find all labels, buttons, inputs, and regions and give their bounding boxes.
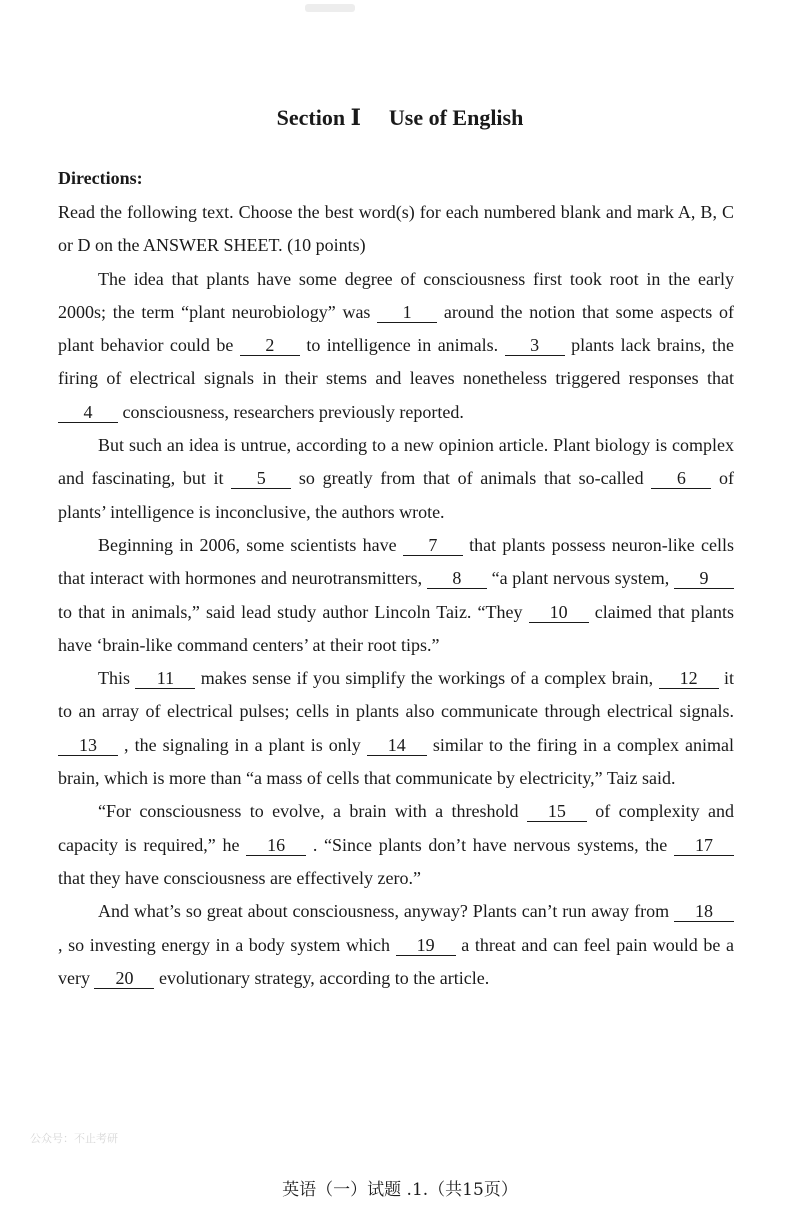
blank-13[interactable]: 13	[58, 735, 118, 756]
page-footer: 英语（一）试题 .1.（共15页）	[282, 1180, 518, 1200]
blank-9[interactable]: 9	[674, 568, 734, 589]
blank-4[interactable]: 4	[58, 402, 118, 423]
blank-15[interactable]: 15	[527, 801, 587, 822]
blank-5[interactable]: 5	[231, 468, 291, 489]
blank-6[interactable]: 6	[651, 468, 711, 489]
section-name: Use of English	[388, 105, 524, 130]
blank-7[interactable]: 7	[403, 535, 463, 556]
blank-12[interactable]: 12	[659, 668, 719, 689]
blank-11[interactable]: 11	[135, 668, 195, 689]
passage-body	[58, 196, 734, 995]
paragraph-5: “For consciousness to evolve, a brain with a threshold 15 of complexity and capacity is required,” he 16 . “Since plants don’t have nervous systems, the 17 that they have consciousness are effectively zero.”	[58, 801, 734, 888]
paragraph-2: But such an idea is untrue, according to a new opinion article. Plant biology is complex and fascinating, but it 5 so greatly from that of animals that so-called 6 of plants’ intelligence is inconclusive, the authors wrote.	[58, 435, 734, 522]
paragraph-1: The idea that plants have some degree of consciousness first took root in the early 2000s; the term “plant neurobiology” was 1 around the notion that some aspects of plant behavior could be 2 to intelligence in animals. 3 plants lack brains, the firing of electrical signals in their stems and leaves nonetheless triggered responses that 4 consciousness, researchers previously reported.	[58, 268, 735, 422]
blank-2[interactable]: 2	[240, 335, 300, 356]
watermark: 公众号：不止考研	[30, 1132, 118, 1145]
blank-16[interactable]: 16	[246, 835, 306, 856]
blank-20[interactable]: 20	[94, 968, 154, 989]
blank-10[interactable]: 10	[529, 602, 589, 623]
blank-1[interactable]: 1	[377, 302, 437, 323]
scan-mark	[305, 4, 355, 12]
blank-18[interactable]: 18	[674, 901, 734, 922]
section-number: Section Ⅰ	[276, 105, 361, 130]
paragraph-3: Beginning in 2006, some scientists have 7 that plants possess neuron-like cells that interact with hormones and neurotransmitters, 8 “a plant nervous system, 9 to that in animals,” said lead study author Lincoln Taiz. “They 10 claimed that plants have ‘brain-like command centers’ at their root tips.”	[58, 534, 734, 655]
paragraph-4: This 11 makes sense if you simplify the workings of a complex brain, 12 it to an array of electrical pulses; cells in plants also communicate through electrical signals. 13 , the signaling in a plant is only 14 similar to the firing in a complex animal brain, which is more than “a mass of cells that communicate by electricity,” Taiz said.	[58, 668, 734, 789]
blank-19[interactable]: 19	[396, 935, 456, 956]
section-title	[0, 105, 800, 131]
blank-8[interactable]: 8	[427, 568, 487, 589]
blank-17[interactable]: 17	[674, 835, 734, 856]
paragraph-6: And what’s so great about consciousness, anyway? Plants can’t run away from 18 , so investing energy in a body system which 19 a threat and can feel pain would be a very 20 evolutionary strategy, according to the article.	[58, 901, 734, 988]
blank-14[interactable]: 14	[367, 735, 427, 756]
directions-text: Read the following text. Choose the best word(s) for each numbered blank and mark A, B, C or D on the ANSWER SHEET. (10 points)	[58, 202, 734, 256]
blank-3[interactable]: 3	[505, 335, 565, 356]
directions-heading: Directions:	[58, 168, 143, 188]
